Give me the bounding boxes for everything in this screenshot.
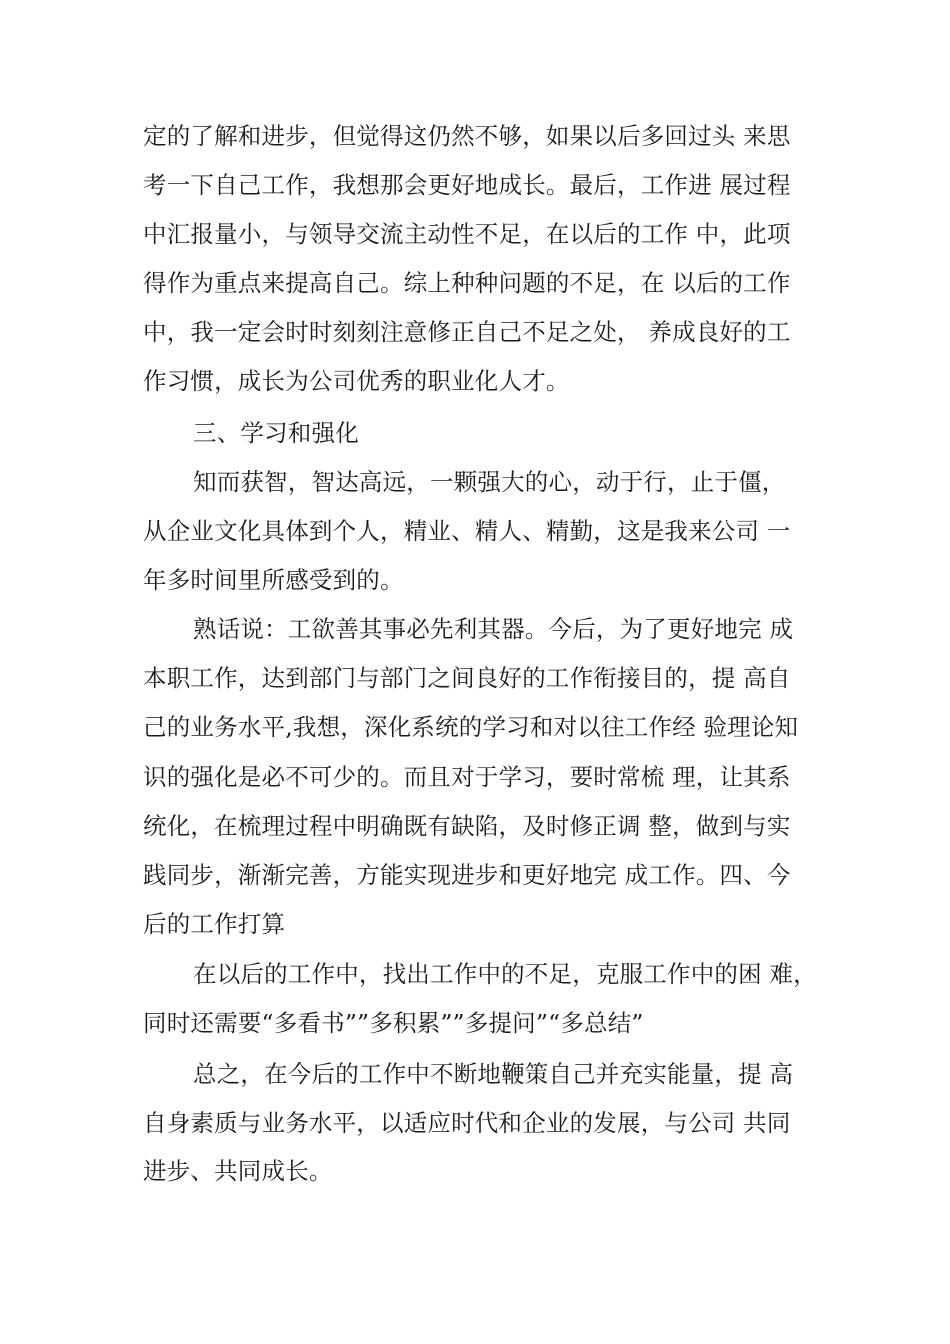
text-line: 自身素质与业务水平，以适应时代和企业的发展，与公司 共同 (143, 1109, 791, 1137)
text-line: 考一下自己工作，我想那会更好地成长。最后，工作进 展过程 (143, 171, 791, 199)
text-line: 同时还需要“多看书””多积累””多提问”“多总结” (143, 1009, 644, 1037)
paragraph-start: 在以后的工作中，找出工作中的不足，克服工作中的困 难， (193, 960, 817, 988)
text-line: 进步、共同成长。 (143, 1157, 333, 1185)
text-line: 践同步，渐渐完善，方能实现进步和更好地完 成工作。四、今 (143, 861, 791, 889)
text-line: 识的强化是必不可少的。而且对于学习，要时常梳 理，让其系 (143, 763, 791, 791)
text-line: 得作为重点来提高自己。综上种种问题的不足，在 以后的工作 (143, 269, 791, 297)
section-heading: 三、学习和强化 (193, 419, 359, 447)
text-line: 从企业文化具体到个人，精业、精人、精勤，这是我来公司 一 (143, 517, 791, 545)
paragraph-start: 知而获智，智达高远，一颗强大的心，动于行，止于僵， (193, 468, 786, 496)
text-line: 后的工作打算 (143, 910, 286, 938)
text-line: 中，我一定会时时刻刻注意修正自己不足之处， 养成良好的工 (143, 318, 791, 346)
text-line: 己的业务水平,我想，深化系统的学习和对以往工作经 验理论知 (143, 713, 799, 741)
text-line: 中汇报量小，与领导交流主动性不足，在以后的工作 中，此项 (143, 220, 791, 248)
paragraph-start: 总之，在今后的工作中不断地鞭策自己并充实能量，提 高 (193, 1060, 794, 1088)
text-line: 本职工作，达到部门与部门之间良好的工作衔接目的，提 高自 (143, 664, 791, 692)
text-line: 统化，在梳理过程中明确既有缺陷，及时修正调 整，做到与实 (143, 812, 791, 840)
text-line: 定的了解和进步，但觉得这仍然不够，如果以后多回过头 来思 (143, 122, 791, 150)
text-line: 作习惯，成长为公司优秀的职业化人才。 (143, 367, 570, 395)
text-line: 年多时间里所感受到的。 (143, 566, 404, 594)
paragraph-start: 熟话说：工欲善其事必先利其器。今后，为了更好地完 成 (193, 615, 794, 643)
